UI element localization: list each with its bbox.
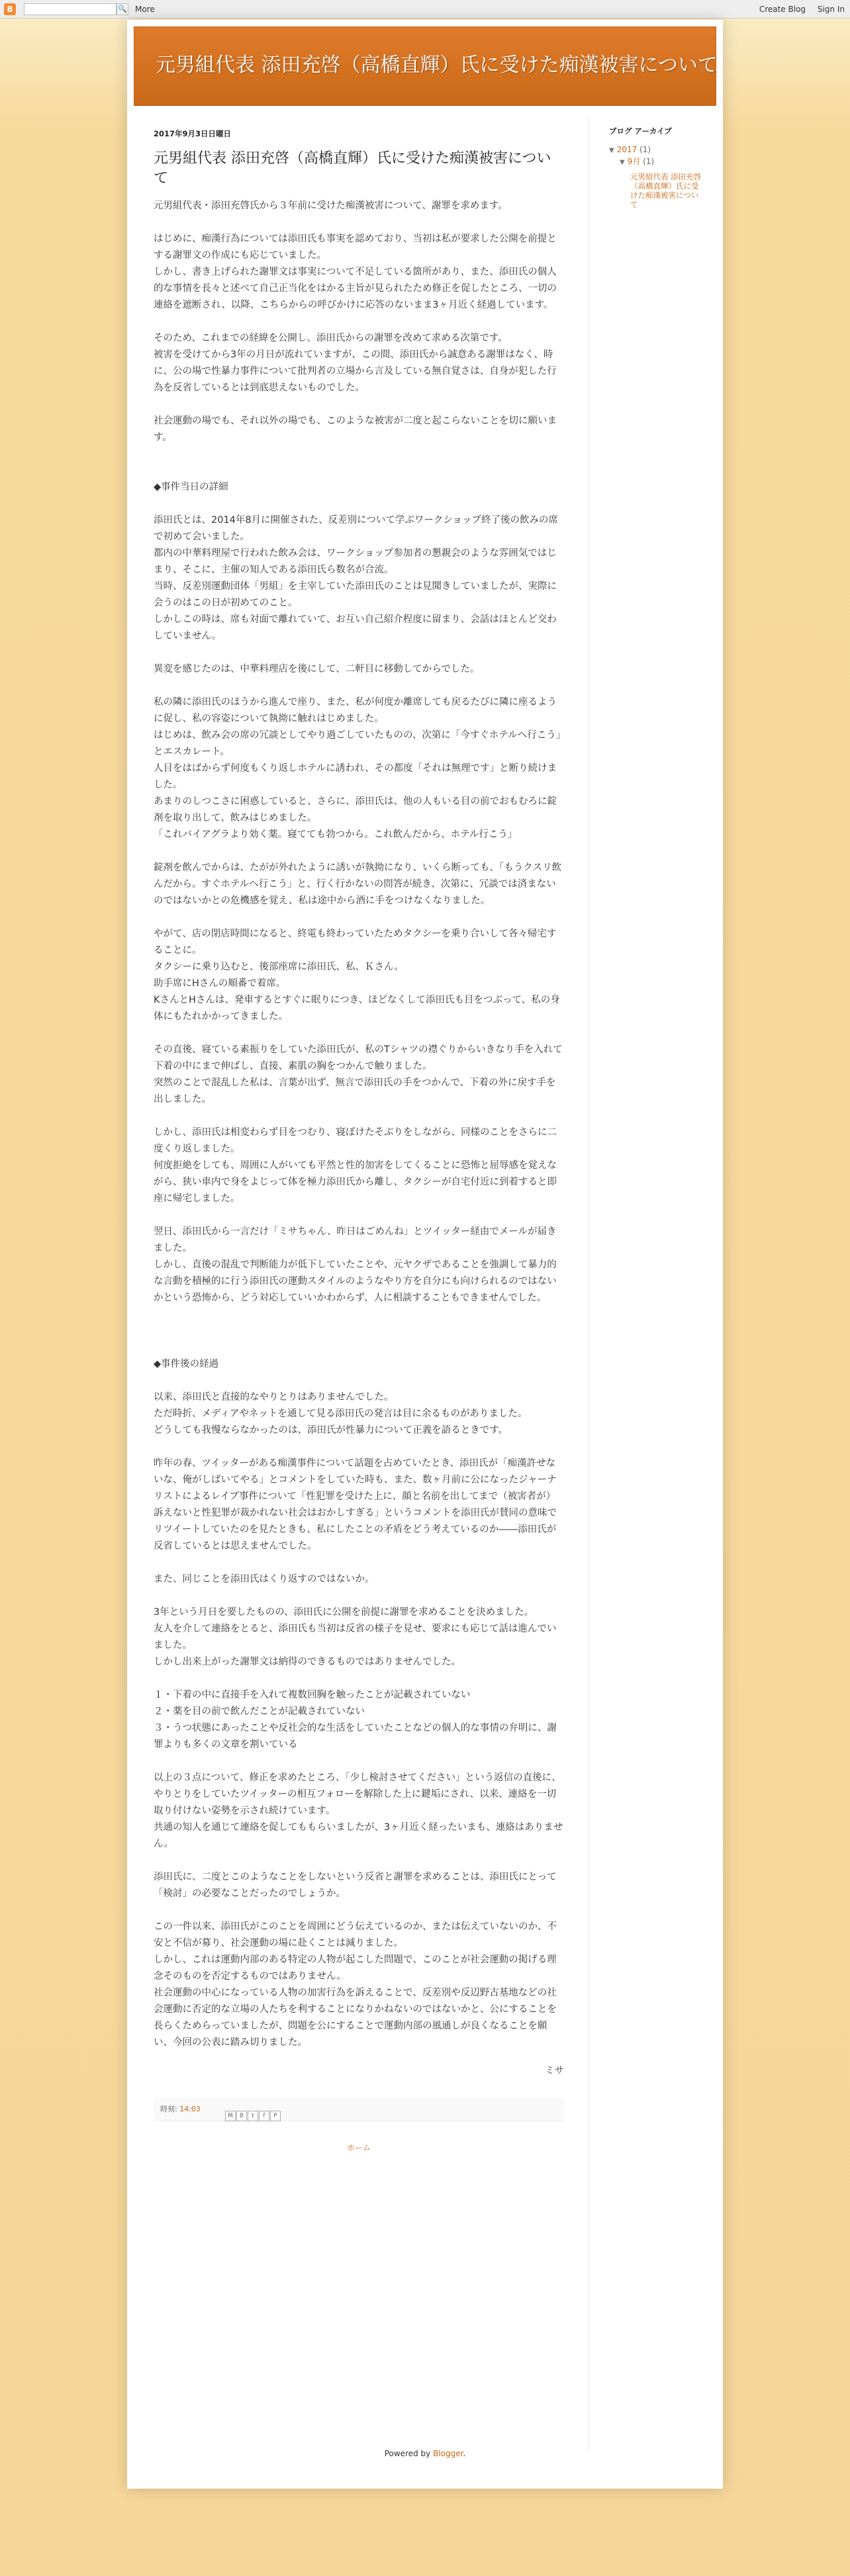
paragraph-spacer xyxy=(154,1671,564,1687)
post-paragraph: はじめに、痴漢行為については添田氏も事実を認めており、当初は私が要求した公開を前提とする謝罪文の作成にも応じていました。 xyxy=(154,234,557,261)
paragraph-spacer xyxy=(154,314,564,330)
post-paragraph: 以上の３点について、修正を求めたところ、「少し検討させてください」という返信の直後に、やりとりをしていたツイッターの相互フォローを解除した上に鍵垢にされ、以来、連絡を一切取り付けない姿勢を示され続けています。 xyxy=(154,1772,561,1816)
post-paragraph: 都内の中華料理屋で行われた飲み会は、ワークショップ参加者の懇親会のような雰囲気ではじまり、そこに、主催の知人である添田氏ら数名が合流。 xyxy=(154,548,557,575)
post-paragraph: 私の隣に添田氏のほうから進んで座り、また、私が何度か離席しても戻るたびに隣に座るように促し、私の容姿について執拗に触れはじめました。 xyxy=(154,697,557,724)
post-paragraph: そのため、これまでの経緯を公開し、添田氏からの謝罪を改めて求める次第です。 xyxy=(154,333,508,344)
post-paragraph: 添田氏に、二度とこのようなことをしないという反省と謝罪を求めることは、添田氏にとって「検討」の必要なことだったのでしょうか。 xyxy=(154,1872,557,1899)
search-icon[interactable]: 🔍 xyxy=(117,3,128,15)
paragraph-spacer xyxy=(154,446,564,463)
post-paragraph: ２・薬を目の前で飲んだことが記載されていない xyxy=(154,1706,365,1717)
paragraph-spacer xyxy=(154,1373,564,1389)
blogger-logo-icon[interactable]: B xyxy=(4,3,16,15)
create-blog-link[interactable]: Create Blog xyxy=(759,5,806,14)
post-paragraph: 添田氏とは、2014年8月に開催された、反差別について学ぶワークショップ終了後の飲みの席で初めて会いました。 xyxy=(154,515,559,542)
paragraph-spacer xyxy=(154,496,564,512)
post-paragraph: しかし出来上がった謝罪文は納得のできるものではありませんでした。 xyxy=(154,1657,461,1667)
archive-month-count: (1) xyxy=(643,157,655,166)
post-paragraph: しかし、書き上げられた謝罪文は事実について不足している箇所があり、また、添田氏の個人的な事情を長々と述べて自己正当化をはかる主旨が見られたため修正を促したところ、一切の連絡を遮断され、以降、こちらからの呼びかけに応答のないまま3ヶ月近く経過しています。 xyxy=(154,267,557,310)
archive-month[interactable] xyxy=(620,156,708,168)
paragraph-spacer xyxy=(154,1108,564,1125)
email-share-icon[interactable]: M xyxy=(225,2111,236,2121)
powered-suffix: . xyxy=(463,2449,466,2458)
post-paragraph: 社会運動の場でも、それ以外の場でも、このような被害が二度と起こらないことを切に願います。 xyxy=(154,416,557,443)
post-paragraph: 被害を受けてから3年の月日が流れていますが、この間、添田氏から誠意ある謝罪はなく、時に、公の場で性暴力事件について批判者の立場から言及している無自覚さは、自身が犯した行為を反省しているとは到底思えないものでした。 xyxy=(154,349,557,393)
navbar-right xyxy=(750,5,845,14)
paragraph-spacer xyxy=(154,1555,564,1571)
post-paragraph: 当時、反差別運動団体「男組」を主宰していた添田氏のことは見聞きしていましたが、実際に会うのはこの日が初めてのこと。 xyxy=(154,581,557,608)
post-paragraph: しかし、これは運動内部のある特定の人物が起こした問題で、このことが社会運動の掲げる理念そのものを否定するものではありません。 xyxy=(154,1955,557,1982)
more-menu[interactable]: More xyxy=(135,5,155,14)
paragraph-spacer xyxy=(154,909,564,926)
post-paragraph: 以来、添田氏と直接的なやりとりはありませんでした。 xyxy=(154,1392,394,1403)
archive-month-label[interactable]: 9月 xyxy=(627,157,641,166)
post-paragraph: この一件以来、添田氏がこのことを周囲にどう伝えているのか、または伝えていないのか、不安と不信が募り、社会運動の場に赴くことは減りました。 xyxy=(154,1921,557,1949)
post-paragraph: 「これバイアグラより効く薬。寝てても勃つから。これ飲んだから、ホテル行こう」 xyxy=(154,829,518,840)
post-paragraph: しかし、添田氏は相変わらず目をつむり、寝ぼけたそぶりをしながら、同様のことをさらに二度くり返しました。 xyxy=(154,1127,557,1154)
paragraph-spacer xyxy=(154,843,564,860)
post-paragraph: 人目をはばからず何度もくり返しホテルに誘われ、その都度「それは無理です」と断り続けました。 xyxy=(154,763,557,790)
blog-title[interactable]: 元男組代表 添田充啓（高橋直輝）氏に受けた痴漢被害について xyxy=(156,54,718,77)
paragraph-spacer xyxy=(154,1025,564,1042)
post-paragraph: やがて、店の閉店時間になると、終電も終わっていたためタクシーを乗り合いして各々帰宅することに。 xyxy=(154,929,557,956)
paragraph-spacer xyxy=(154,1207,564,1224)
share-buttons xyxy=(225,2104,281,2127)
post-time-link[interactable]: 14:03 xyxy=(179,2105,201,2113)
search-input[interactable] xyxy=(24,3,117,15)
archive-year-label[interactable]: 2017 xyxy=(616,145,638,154)
post-paragraph: しかしこの時は、席も対面で離れていて、お互い自己紹介程度に留まり、会話はほとんど交わしていません。 xyxy=(154,614,557,641)
archive-year-count: (1) xyxy=(639,145,651,154)
sidebar xyxy=(609,126,708,209)
paragraph-spacer xyxy=(154,463,564,479)
post-paragraph: 社会運動の中心になっている人物の加害行為を訴えることで、反差別や反辺野古基地などの社会運動に否定的な立場の人たちを利することになりかねないのではないかと、公にすることを長らくためらっていましたが、問題を公にすることで運動内部の風通しが良くなることを願い、今回の公表に踏み切りました。 xyxy=(154,1988,557,2048)
triangle-down-icon[interactable]: ▼ xyxy=(609,147,614,154)
post-paragraph: ◆事件当日の詳細 xyxy=(154,482,228,492)
facebook-share-icon[interactable]: f xyxy=(259,2111,269,2121)
triangle-down-icon[interactable]: ▼ xyxy=(620,159,625,166)
paragraph-spacer xyxy=(154,214,564,231)
post-body xyxy=(154,198,564,2051)
post-paragraph: 助手席にHさんの順番で着席。 xyxy=(154,978,286,989)
post-paragraph: KさんとHさんは、発車するとすぐに眠りにつき、ほどなくして添田氏も目をつぶって、私の身体にもたれかかってきました。 xyxy=(154,995,560,1022)
post-paragraph: 3年という月日を要したものの、添田氏に公開を前提に謝罪を求めることを決めました。 xyxy=(154,1607,534,1618)
post-paragraph: 錠剤を飲んでからは、たがが外れたように誘いが執拗になり、いくら断っても、「もうクスリ飲んだから。すぐホテルへ行こう」と、行く行かないの問答が続き、次第に、冗談では済まないのではないかとの危機感を覚え、私は途中から酒に手をつけなくなりました。 xyxy=(154,862,562,906)
post-signature: ミサ xyxy=(545,2066,564,2076)
post-paragraph: 何度拒絶をしても、周囲に人がいても平然と性的加害をしてくることに恐怖と屈辱感を覚えながら、狭い車内で身をよじって体を極力添田氏から離し、タクシーが自宅付近に到着すると即座に帰宅しました。 xyxy=(154,1160,557,1204)
paragraph-spacer xyxy=(154,1902,564,1919)
post-paragraph: はじめは、飲み会の席の冗談としてやり過ごしていたものの、次第に「今すぐホテルへ行こう」とエスカレート。 xyxy=(154,730,561,757)
post-paragraph: どうしても我慢ならなかったのは、添田氏が性暴力について正義を語るときです。 xyxy=(154,1425,508,1436)
home-link[interactable]: ホーム xyxy=(346,2143,371,2152)
post-footer xyxy=(154,2098,564,2121)
blogger-link[interactable]: Blogger xyxy=(433,2449,463,2458)
post-paragraph: その直後、寝ている素振りをしていた添田氏が、私のTシャツの襟ぐりからいきなり手を入れて下着の中にまで伸ばし、直接、素肌の胸をつかんで触りました。 xyxy=(154,1044,563,1072)
paragraph-spacer xyxy=(154,1439,564,1455)
post-date: 2017年9月3日日曜日 xyxy=(154,129,232,138)
paragraph-spacer xyxy=(154,396,564,413)
paragraph-spacer xyxy=(154,1588,564,1604)
paragraph-spacer xyxy=(154,645,564,661)
post-paragraph: 翌日、添田氏から一言だけ「ミサちゃん、昨日はごめんね」とツイッター経由でメールが届きました。 xyxy=(154,1226,557,1254)
twitter-share-icon[interactable]: t xyxy=(248,2111,258,2121)
post-paragraph: しかし、直後の混乱で判断能力が低下していたことや、元ヤクザであることを強調して暴力的な言動を積極的に行う添田氏の運動スタイルのようなやり方を自分にも向けられるのではないかという恐怖から、どう対応していいかわからず、人に相談することもできませんでした。 xyxy=(154,1260,557,1303)
paragraph-spacer xyxy=(154,678,564,694)
archive-post-link[interactable]: 元男組代表 添田充啓（高橋直輝）氏に受けた痴漢被害について xyxy=(630,172,702,209)
blogger-navbar xyxy=(0,0,850,19)
powered-by xyxy=(127,2449,723,2458)
archive-title: ブログ アーカイブ xyxy=(609,126,672,136)
paragraph-spacer xyxy=(154,1307,564,1323)
post-column xyxy=(154,126,564,2156)
pinterest-share-icon[interactable]: P xyxy=(270,2111,281,2121)
post-paragraph: 友人を介して連絡をとると、添田氏も当初は反省の様子を見せ、要求にも応じて話は進んでいました。 xyxy=(154,1624,557,1651)
blog-header xyxy=(134,26,716,106)
powered-prefix: Powered by xyxy=(384,2449,434,2458)
paragraph-spacer xyxy=(154,1853,564,1869)
post-paragraph: ただ時折、メディアやネットを通して見る添田氏の発言は目に余るものがありました。 xyxy=(154,1408,528,1419)
post-paragraph: 共通の知人を通じて連絡を促してももらいましたが、3ヶ月近く経ったいまも、連絡はありません。 xyxy=(154,1822,563,1849)
post-paragraph: また、同じことを添田氏はくり返すのではないか。 xyxy=(154,1574,375,1585)
content-wrapper xyxy=(127,20,723,2489)
blog-this-icon[interactable]: B xyxy=(236,2111,247,2121)
paragraph-spacer xyxy=(154,1753,564,1770)
paragraph-spacer xyxy=(154,1340,564,1356)
post-paragraph: １・下着の中に直接手を入れて複数回胸を触ったことが記載されていない xyxy=(154,1690,471,1700)
post-paragraph: あまりのしつこさに困惑していると、さらに、添田氏は、他の人もいる目の前でおもむろに錠剤を取り出して、飲みはじめました。 xyxy=(154,796,557,823)
post-time-label: 時刻: xyxy=(160,2105,177,2113)
archive-year[interactable] xyxy=(609,144,708,156)
post-paragraph: タクシーに乗り込むと、後部座席に添田氏、私、Ｋさん。 xyxy=(154,962,404,972)
post-paragraph: 異変を感じたのは、中華料理店を後にして、二軒目に移動してからでした。 xyxy=(154,664,480,674)
post-paragraph: 突然のことで混乱した私は、言葉が出ず、無言で添田氏の手をつかんで、下着の外に戻す手を出しました。 xyxy=(154,1078,556,1105)
post-paragraph: ３・うつ状態にあったことや反社会的な生活をしていたことなどの個人的な事情の弁明に、謝罪よりも多くの文章を割いている xyxy=(154,1723,557,1750)
post-paragraph: 元男組代表・添田充啓氏から３年前に受けた痴漢被害について、謝罪を求めます。 xyxy=(154,201,508,211)
post-title[interactable]: 元男組代表 添田充啓（高橋直輝）氏に受けた痴漢被害について xyxy=(154,150,551,187)
post-paragraph: ◆事件後の経過 xyxy=(154,1359,219,1369)
post-paragraph: 昨年の春、ツイッターがある痴漢事件について話題を占めていたとき、添田氏が「痴漢許せないな、俺がしばいてやる」とコメントをしていた時も、また、数ヶ月前に公になったジャーナリストによるレイプ事件について「性犯罪を受けた上に、顔と名前を出してまで（被害者が）訴えないと性犯罪が裁かれない社会はおかしすぎる」というコメントを添田氏が賛同の意味でリツイートしていたのを見たときも、私にしたことの矛盾をどう考えているのか――添田氏が反省しているとは思えませんでした。 xyxy=(154,1458,557,1551)
sign-in-link[interactable]: Sign In xyxy=(817,5,845,14)
paragraph-spacer xyxy=(154,1323,564,1340)
